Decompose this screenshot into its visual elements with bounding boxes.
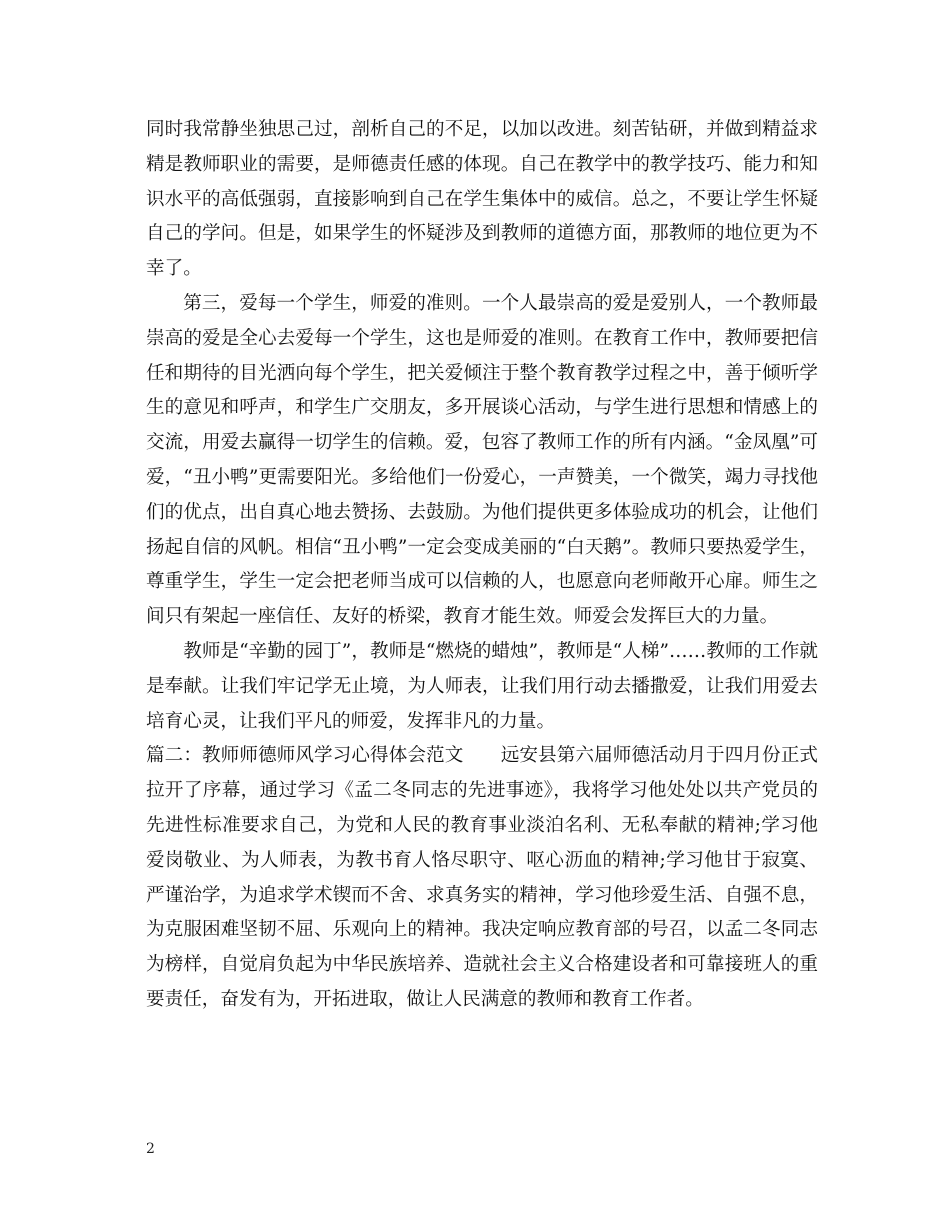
paragraph-4: 篇二：教师师德师风学习心得体会范文 远安县第六届师德活动月于四月份正式拉开了序幕，通过学习《孟二冬同志的先进事迹》，我将学习他处处以共产党员的先进性标准要求自己，为党和人民的教育事业淡泊名利、无私奉献的精神;学习他爱岗敬业、为人师表，为教书育人恪尽职守、呕心沥血的精神;学习他甘于寂寞、严谨治学，为追求学术锲而不舍、求真务实的精神，学习他珍爱生活、自强不息，为克服困难坚韧不屈、乐观向上的精神。我决定响应教育部的号召，以孟二冬同志为榜样，自觉肩负起为中华民族培养、造就社会主义合格建设者和可靠接班人的重要责任，奋发有为，开拓进取，做让人民满意的教师和教育工作者。 — [146, 745, 818, 1010]
page-number: 2 — [146, 1141, 155, 1157]
paragraph-3: 教师是“辛勤的园丁”，教师是“燃烧的蜡烛”，教师是“人梯”……教师的工作就是奉献。让我们牢记学无止境，为人师表，让我们用行动去播撒爱，让我们用爱去培育心灵，让我们平凡的师爱，发挥非凡的力量。 — [146, 640, 818, 732]
document-body — [146, 113, 818, 1018]
paragraph-1: 同时我常静坐独思己过，剖析自己的不足，以加以改进。刻苦钻研，并做到精益求精是教师职业的需要，是师德责任感的体现。自己在教学中的教学技巧、能力和知识水平的高低强弱，直接影响到自己在学生集体中的威信。总之，不要让学生怀疑自己的学问。但是，如果学生的怀疑涉及到教师的道德方面，那教师的地位更为不幸了。 — [146, 119, 818, 280]
paragraph-2: 第三，爱每一个学生，师爱的准则。一个人最崇高的爱是爱别人，一个教师最崇高的爱是全心去爱每一个学生，这也是师爱的准则。在教育工作中，教师要把信任和期待的目光洒向每个学生，把关爱倾注于整个教育教学过程之中，善于倾听学生的意见和呼声，和学生广交朋友，多开展谈心活动，与学生进行思想和情感上的交流，用爱去赢得一切学生的信赖。爱，包容了教师工作的所有内涵。“金凤凰”可爱，“丑小鸭”更需要阳光。多给他们一份爱心，一声赞美，一个微笑，竭力寻找他们的优点，出自真心地去赞扬、去鼓励。为他们提供更多体验成功的机会，让他们扬起自信的风帆。相信“丑小鸭”一定会变成美丽的“白天鹅”。教师只要热爱学生，尊重学生，学生一定会把老师当成可以信赖的人，也愿意向老师敞开心扉。师生之间只有架起一座信任、友好的桥梁，教育才能生效。师爱会发挥巨大的力量。 — [146, 292, 818, 628]
